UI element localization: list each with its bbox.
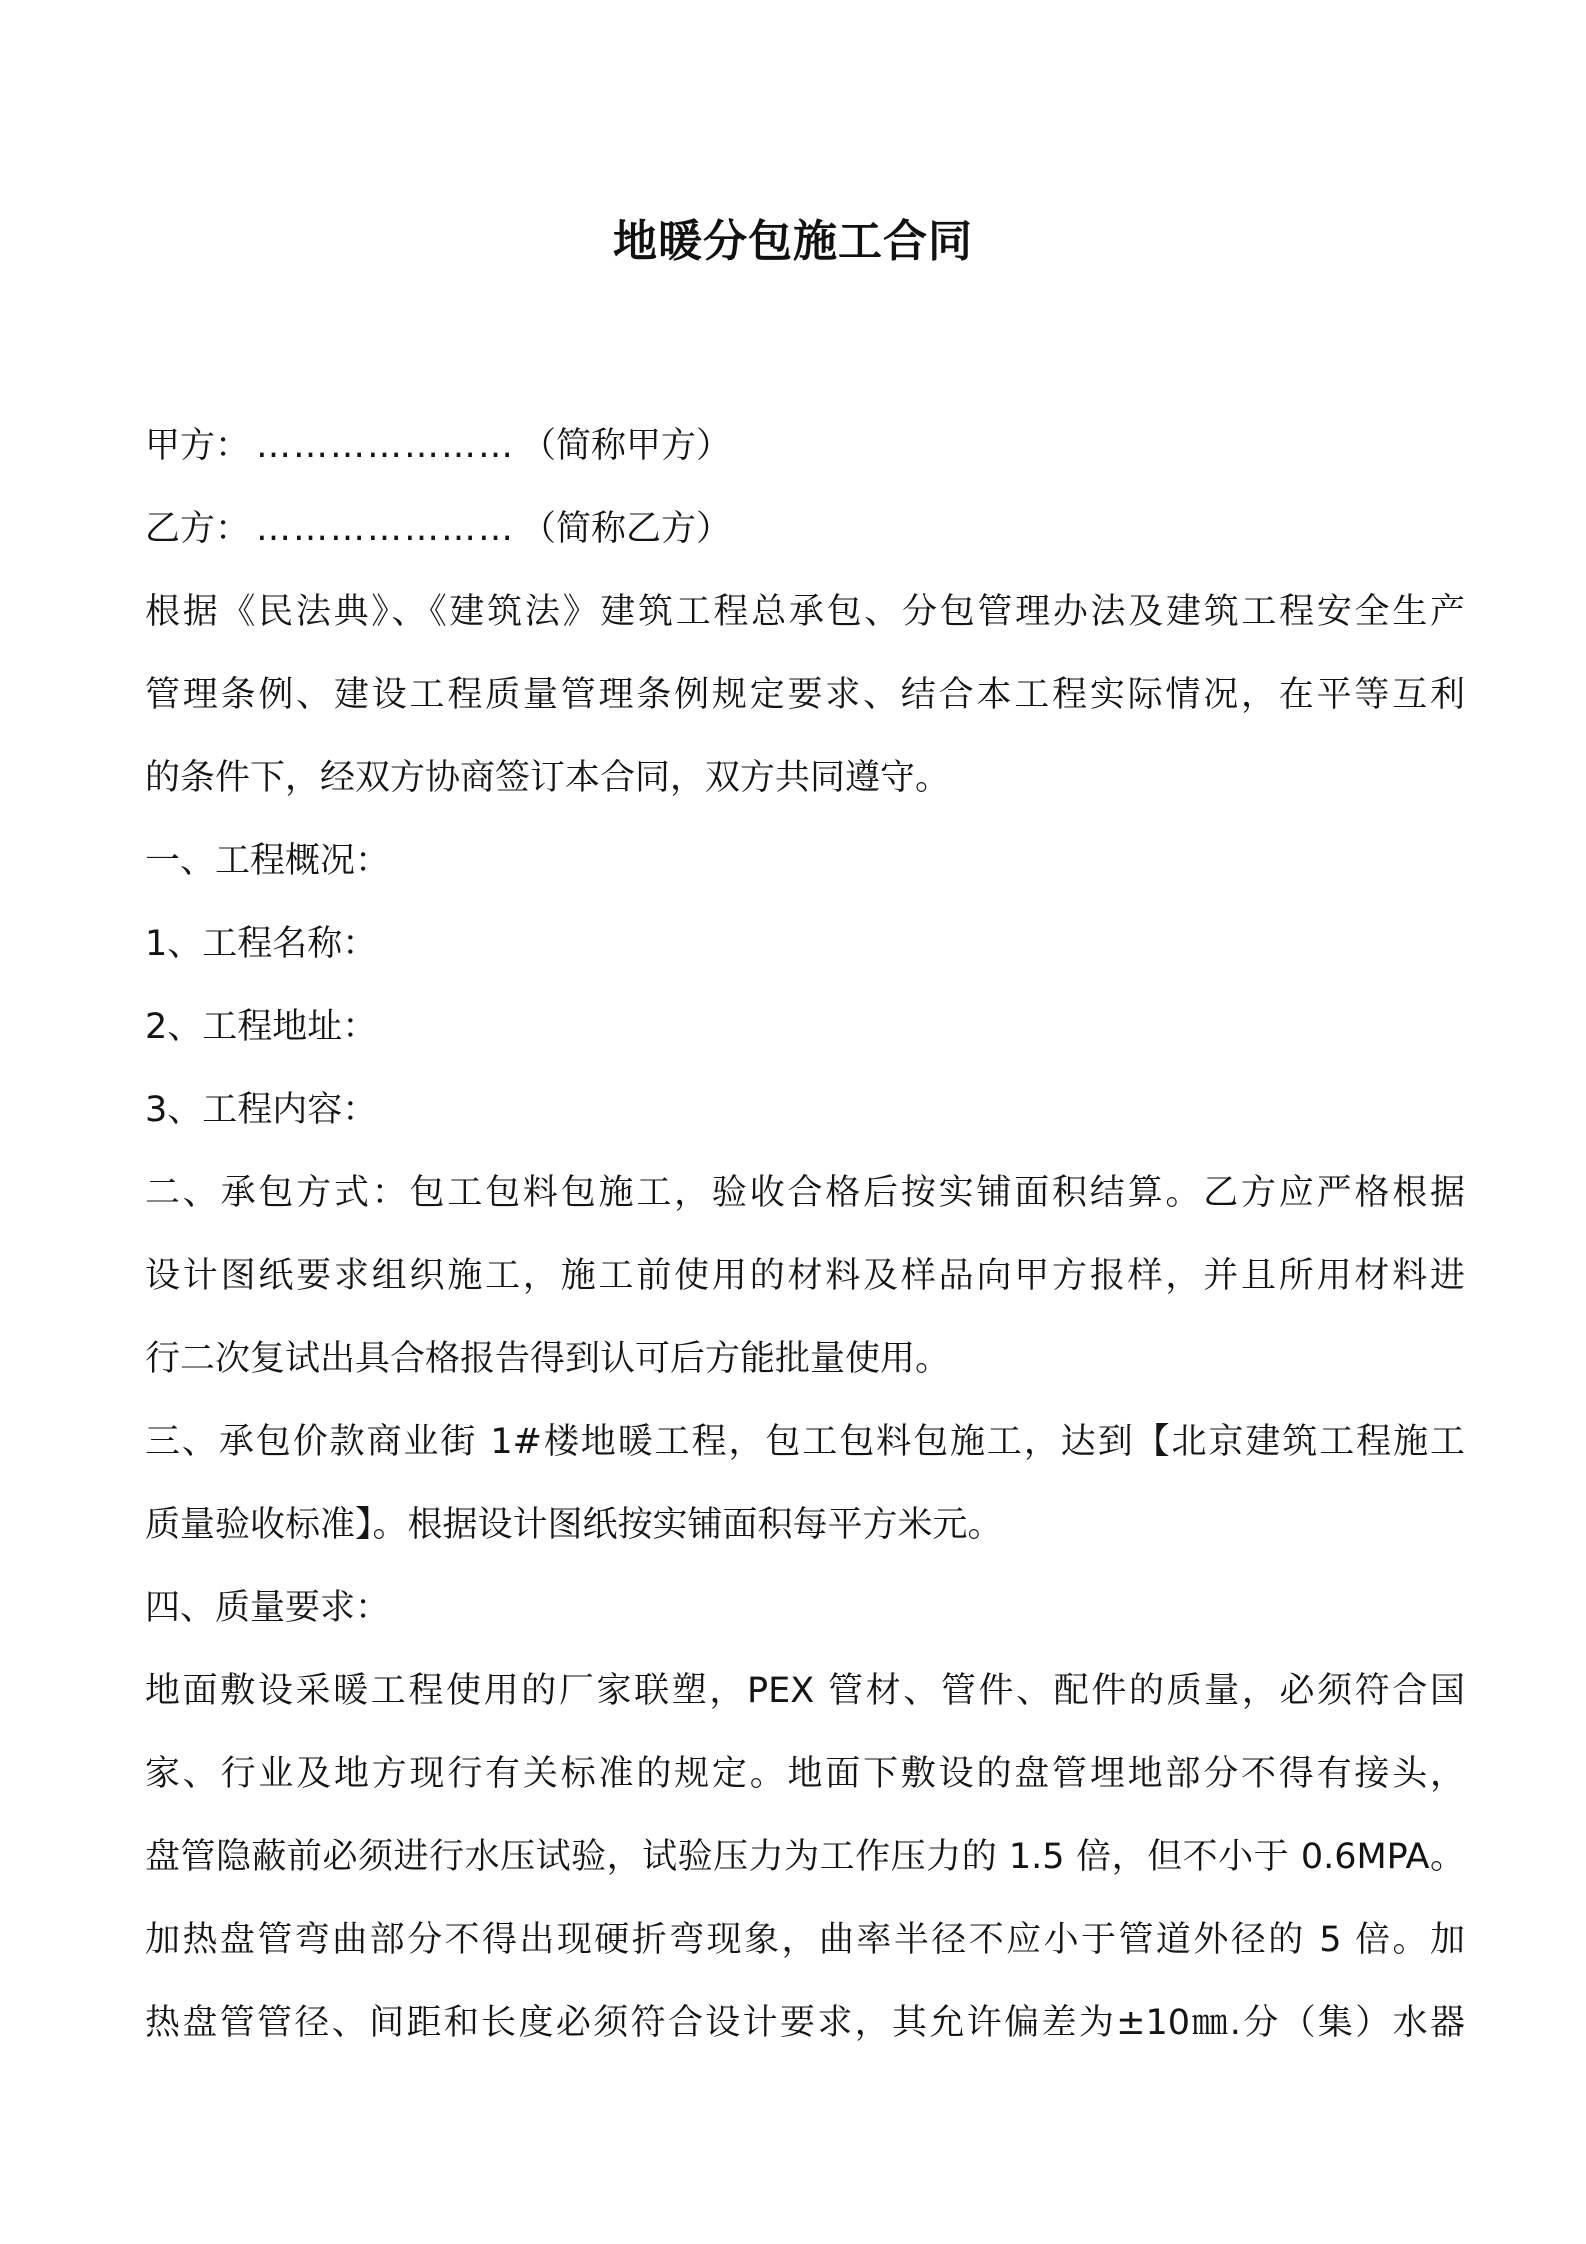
paragraph-line: 加热盘管弯曲部分不得出现硬折弯现象，曲率半径不应小于管道外径的 5 倍。加 <box>145 1920 1465 1960</box>
paragraph-line: 三、承包价款商业街 1#楼地暖工程，包工包料包施工，达到【北京建筑工程施工 <box>145 1422 1465 1462</box>
paragraph-line: 家、行业及地方现行有关标准的规定。地面下敷设的盘管埋地部分不得有接头， <box>145 1754 1465 1794</box>
party-a-line <box>145 405 1465 488</box>
list-item: 3、工程内容： <box>145 1090 378 1130</box>
paragraph-line: 热盘管管径、间距和长度必须符合设计要求，其允许偏差为±10㎜.分（集）水器 <box>145 2003 1465 2043</box>
document-title: 地暖分包施工合同 <box>613 216 973 267</box>
paragraph-line: 地面敷设采暖工程使用的厂家联塑，PEX 管材、管件、配件的质量，必须符合国 <box>145 1671 1465 1711</box>
paragraph-line: 二、承包方式：包工包料包施工，验收合格后按实铺面积结算。乙方应严格根据 <box>145 1173 1465 1213</box>
party-b-line <box>145 488 1465 571</box>
list-item: 1、工程名称： <box>145 924 378 964</box>
paragraph-line: 的条件下，经双方协商签订本合同，双方共同遵守。 <box>145 758 951 798</box>
party-b-label: 乙方： <box>145 509 251 549</box>
paragraph-line: 根据《民法典》、《建筑法》建筑工程总承包、分包管理办法及建筑工程安全生产 <box>145 592 1465 632</box>
list-item: 2、工程地址： <box>145 1007 378 1047</box>
paragraph-line: 质量验收标准】。根据设计图纸按实铺面积每平方米元。 <box>145 1505 1003 1545</box>
paragraph-line: 管理条例、建设工程质量管理条例规定要求、结合本工程实际情况，在平等互利 <box>145 675 1465 715</box>
paragraph-line: 行二次复试出具合格报告得到认可后方能批量使用。 <box>145 1339 951 1379</box>
party-b-suffix: （简称乙方） <box>521 509 732 549</box>
party-b-placeholder: ………………… <box>256 509 516 549</box>
paragraph-line: 设计图纸要求组织施工，施工前使用的材料及样品向甲方报样，并且所用材料进 <box>145 1256 1465 1296</box>
party-a-suffix: （简称甲方） <box>521 426 732 466</box>
section-heading: 一、工程概况： <box>145 841 391 881</box>
party-a-label: 甲方： <box>145 426 251 466</box>
section-heading: 四、质量要求： <box>145 1588 391 1628</box>
party-a-placeholder: ………………… <box>256 426 516 466</box>
document-body <box>145 405 1465 2065</box>
paragraph-line: 盘管隐蔽前必须进行水压试验，试验压力为工作压力的 1.5 倍，但不小于 0.6MPA。 <box>145 1837 1465 1877</box>
